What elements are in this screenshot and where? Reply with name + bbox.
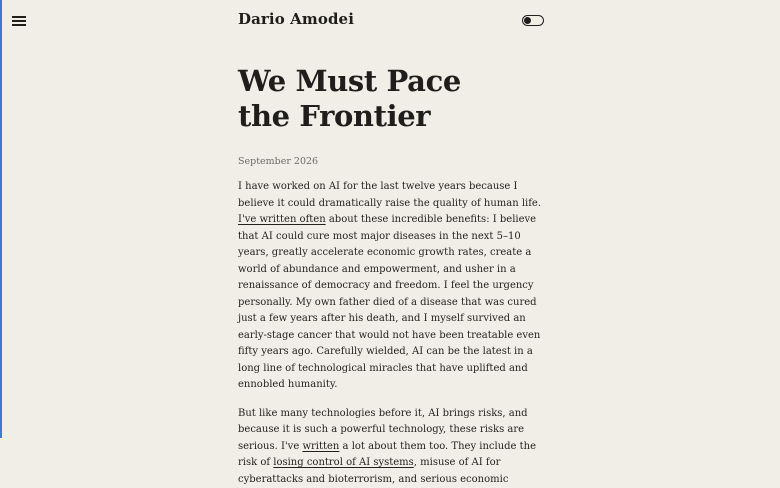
link-ive-written-often[interactable]: I've written often [238,214,326,225]
menu-icon[interactable] [12,15,26,27]
paragraph-1 [238,179,548,394]
menu-icon-bar [12,24,26,26]
article-date: September 2026 [238,156,548,167]
toggle-knob [524,17,531,24]
text-run: about these incredible benefits: I believe that AI could cure most major diseases in the next 5–10 years, greatly accelerate economic growth rates, create a world of abundance and empowerment, and usher in a renaissance of democracy and freedom. I feel the urgency personally. My own father died of a disease that was cured just a few years after his death, and I myself survived an early-stage cancer that would not have been treatable even fifty years ago. Carefully wielded, AI can be the latest in a long line of technological miracles that have uplifted and ennobled humanity. [238,214,540,390]
article [238,64,548,488]
link-written[interactable]: written [302,441,339,452]
menu-icon-bar [12,20,26,22]
text-run: But like many technologies before it, AI brings risks, and because it is such a powerful technology, these risks are serious. I've [238,408,528,452]
article-title [238,64,548,134]
text-run: , misuse of AI for cyberattacks and bioterrorism, and serious economic [238,457,508,485]
text-run: I have worked on AI for the last twelve years because I believe it could dramatically raise the quality of human life. [238,181,541,209]
link-losing-control[interactable]: losing control of AI systems [273,457,414,468]
theme-toggle[interactable] [522,15,544,26]
text-run: a lot about them too. They include the risk of [238,441,536,469]
menu-icon-bar [12,16,26,18]
window-left-edge [0,0,2,438]
article-title-line: the Frontier [238,99,548,134]
article-title-line: We Must Pace [238,64,548,99]
site-title[interactable]: Dario Amodei [238,10,354,28]
paragraph-2 [238,406,548,488]
